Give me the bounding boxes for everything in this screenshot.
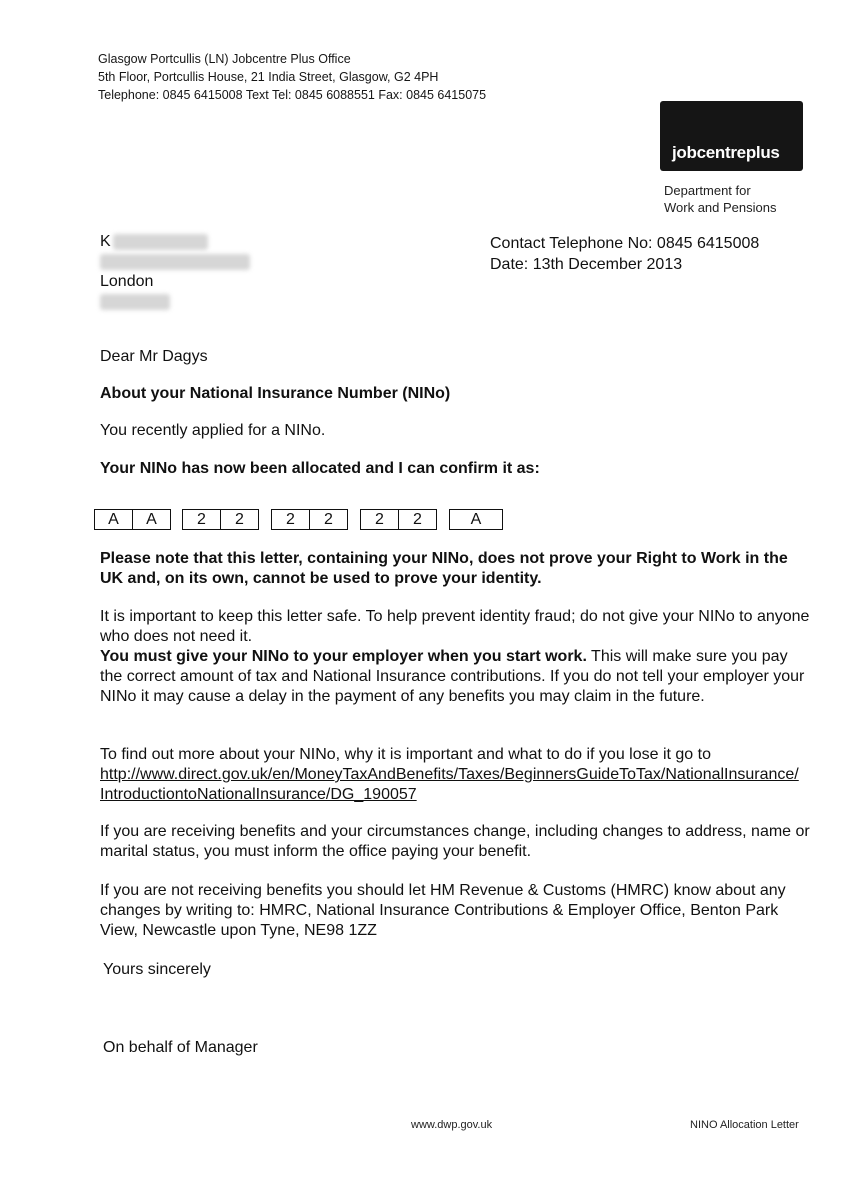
office-phones: Telephone: 0845 6415008 Text Tel: 0845 6088551 Fax: 0845 6415075 — [98, 88, 487, 102]
nino-char: A — [132, 510, 170, 529]
nino-group-4 — [360, 509, 437, 530]
hmrc-paragraph: If you are not receiving benefits you should let HM Revenue & Customs (HMRC) know about any changes by writing to: HMRC, National Insurance Contributions & Employer Office, Benton Park View, Newcastle upon Tyne, NE98 1ZZ — [100, 882, 786, 939]
employer-rest: This will make sure you pay the correct amount of tax and National Insurance contributions. If you do not tell your employer your NINo it may cause a delay in the payment of any benefits you may claim in the future. — [100, 648, 805, 705]
contact-phone: Contact Telephone No: 0845 6415008 — [490, 235, 760, 252]
redacted-postcode — [100, 294, 170, 310]
employer-paragraph — [100, 647, 810, 707]
recipient-city: London — [100, 273, 154, 290]
nino-group-2 — [182, 509, 259, 530]
jobcentreplus-logo — [660, 101, 803, 171]
nino-char: A — [108, 511, 119, 528]
office-address: 5th Floor, Portcullis House, 21 India Street, Glasgow, G2 4PH — [98, 70, 439, 84]
right-to-work-note: Please note that this letter, containing your NINo, does not prove your Right to Work in the UK and, on its own, cannot be used to prove your identity. — [100, 550, 788, 587]
footer-website[interactable]: www.dwp.gov.uk — [411, 1119, 493, 1131]
nino-group-3 — [271, 509, 348, 530]
intro-text: You recently applied for a NINo. — [100, 422, 326, 439]
letter-date: Date: 13th December 2013 — [490, 256, 683, 273]
gov-guide-link[interactable]: http://www.direct.gov.uk/en/MoneyTaxAndBenefits/Taxes/BeginnersGuideToTax/NationalInsurance/IntroductiontoNationalInsurance/DG_190057 — [100, 766, 799, 803]
more-info-text: To find out more about your NINo, why it is important and what to do if you lose it go to — [100, 746, 711, 763]
nino-boxes — [94, 509, 515, 530]
subject-line: About your National Insurance Number (NINo) — [100, 385, 451, 402]
confirm-text: Your NINo has now been allocated and I can confirm it as: — [100, 460, 540, 477]
dept-line-2: Work and Pensions — [664, 200, 777, 215]
department-name — [664, 182, 777, 216]
benefits-change-paragraph: If you are receiving benefits and your circumstances change, including changes to address, name or marital status, you must inform the office paying your benefit. — [100, 823, 810, 860]
office-header — [98, 50, 486, 104]
closing: Yours sincerely — [103, 961, 211, 978]
nino-char: A — [470, 511, 482, 528]
nino-group-1 — [94, 509, 171, 530]
signoff: On behalf of Manager — [103, 1039, 258, 1056]
logo-text: jobcentreplus — [672, 143, 780, 162]
salutation: Dear Mr Dagys — [100, 348, 208, 365]
office-name: Glasgow Portcullis (LN) Jobcentre Plus Office — [98, 52, 351, 66]
recipient-initial: K — [100, 233, 111, 250]
nino-group-5 — [449, 509, 503, 530]
footer-doc-name: NINO Allocation Letter — [690, 1119, 799, 1131]
recipient-address — [100, 232, 250, 312]
nino-char: 2 — [220, 510, 258, 529]
nino-char: 2 — [309, 510, 347, 529]
redacted-name — [113, 234, 208, 250]
nino-char: 2 — [398, 510, 436, 529]
nino-char: 2 — [286, 511, 295, 528]
dept-line-1: Department for — [664, 183, 751, 198]
more-info-paragraph — [100, 745, 810, 805]
redacted-street — [100, 254, 250, 270]
nino-char: 2 — [197, 511, 206, 528]
contact-block — [490, 233, 759, 275]
keep-safe-paragraph: It is important to keep this letter safe. To help prevent identity fraud; do not give your NINo to anyone who does not need it. — [100, 608, 810, 645]
employer-bold: You must give your NINo to your employer when you start work. — [100, 648, 587, 665]
nino-char: 2 — [375, 511, 384, 528]
